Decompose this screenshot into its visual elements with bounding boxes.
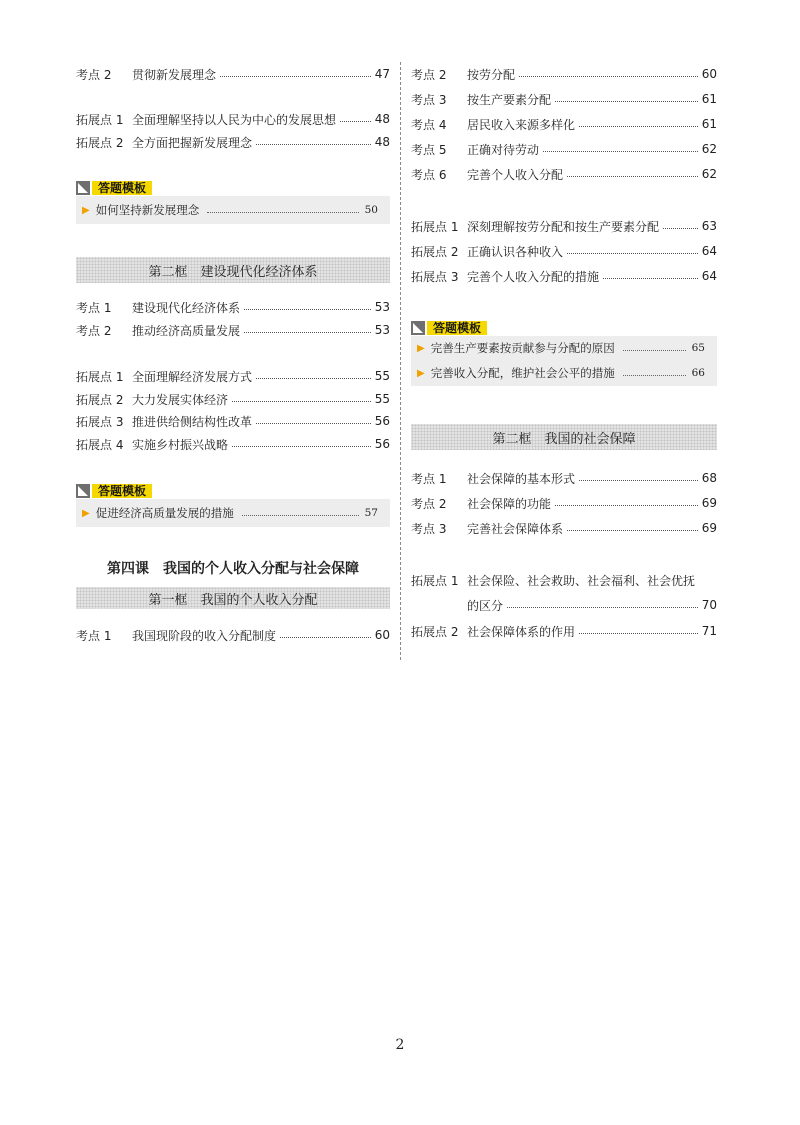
- dot-leader: [603, 278, 698, 279]
- template-page: 57: [364, 507, 378, 519]
- entry-title: 推进供给侧结构性改革: [132, 414, 253, 429]
- entry-page: 63: [701, 219, 717, 233]
- triangle-arrow-icon: ▶: [417, 367, 425, 379]
- template-corner-icon: [411, 321, 425, 335]
- triangle-arrow-icon: ▶: [417, 342, 425, 354]
- dot-leader: [280, 637, 371, 638]
- triangle-arrow-icon: ▶: [82, 204, 90, 216]
- entry-page: 48: [374, 135, 390, 149]
- toc-entry[interactable]: [411, 267, 717, 285]
- answer-template-box: [411, 336, 717, 386]
- toc-entry[interactable]: [411, 242, 717, 260]
- answer-template-label: 答题模板: [92, 484, 152, 498]
- toc-entry[interactable]: [411, 494, 717, 512]
- entry-tag: 考点 2: [411, 496, 447, 511]
- entry-page: 70: [701, 598, 717, 612]
- toc-entry[interactable]: [76, 65, 390, 83]
- dot-leader: [232, 446, 371, 447]
- entry-page: 69: [701, 496, 717, 510]
- entry-title: 社会保障体系的作用: [467, 624, 576, 639]
- entry-page: 47: [374, 67, 390, 81]
- entry-page: 62: [701, 142, 717, 156]
- dot-leader: [623, 350, 686, 351]
- toc-entry[interactable]: [411, 115, 717, 133]
- dot-leader: [567, 253, 698, 254]
- entry-title: 社会保障的基本形式: [467, 471, 576, 486]
- answer-template-label: 答题模板: [427, 321, 487, 335]
- entry-page: 69: [701, 521, 717, 535]
- toc-entry[interactable]: [76, 435, 390, 453]
- toc-entry-line2[interactable]: [411, 596, 717, 614]
- toc-entry[interactable]: [411, 622, 717, 640]
- template-entry[interactable]: [417, 363, 705, 383]
- page-number: 2: [395, 1037, 405, 1053]
- entry-page: 56: [374, 414, 390, 428]
- dot-leader: [232, 401, 371, 402]
- dot-leader: [256, 144, 371, 145]
- entry-page: 61: [701, 117, 717, 131]
- template-page: 66: [691, 367, 705, 379]
- entry-page: 61: [701, 92, 717, 106]
- template-entry[interactable]: [82, 200, 378, 220]
- lesson-title: 第四课 我国的个人收入分配与社会保障: [107, 561, 359, 577]
- entry-title: 完善个人收入分配: [467, 167, 564, 182]
- entry-tag: 考点 4: [411, 117, 447, 132]
- entry-title: 完善社会保障体系: [467, 521, 564, 536]
- toc-entry[interactable]: [76, 367, 390, 385]
- template-corner-icon: [76, 181, 90, 195]
- dot-leader: [567, 176, 698, 177]
- toc-entry[interactable]: [76, 412, 390, 430]
- entry-tag: 考点 2: [411, 67, 447, 82]
- entry-tag: 拓展点 1: [411, 573, 459, 588]
- entry-tag: 拓展点 2: [411, 244, 459, 259]
- entry-title: 居民收入来源多样化: [467, 117, 576, 132]
- toc-entry[interactable]: [76, 321, 390, 339]
- entry-page: 68: [701, 471, 717, 485]
- dot-leader: [256, 423, 371, 424]
- entry-title: 社会保险、社会救助、社会福利、社会优抚: [467, 573, 696, 588]
- template-entry[interactable]: [82, 503, 378, 523]
- dot-leader: [340, 121, 371, 122]
- template-title: 完善生产要素按贡献参与分配的原因: [430, 341, 615, 355]
- toc-entry[interactable]: [76, 390, 390, 408]
- dot-leader: [244, 332, 371, 333]
- toc-entry[interactable]: [76, 298, 390, 316]
- entry-tag: 考点 3: [411, 521, 447, 536]
- dot-leader: [663, 228, 698, 229]
- toc-entry[interactable]: [411, 90, 717, 108]
- entry-tag: 拓展点 2: [76, 392, 124, 407]
- entry-tag: 拓展点 3: [76, 414, 124, 429]
- entry-page: 60: [374, 628, 390, 642]
- entry-title: 正确对待劳动: [467, 142, 540, 157]
- entry-tag: 考点 5: [411, 142, 447, 157]
- section-bar: 第一框 我国的个人收入分配: [76, 587, 390, 609]
- entry-title: 正确认识各种收入: [467, 244, 564, 259]
- dot-leader: [579, 480, 698, 481]
- answer-template-box: [76, 196, 390, 224]
- dot-leader: [555, 505, 698, 506]
- toc-entry[interactable]: [411, 165, 717, 183]
- entry-page: 56: [374, 437, 390, 451]
- answer-template-header: [76, 483, 152, 499]
- entry-tag: 拓展点 1: [76, 369, 124, 384]
- entry-title: 全面理解经济发展方式: [132, 369, 253, 384]
- dot-leader: [220, 76, 371, 77]
- entry-tag: 拓展点 1: [411, 219, 459, 234]
- entry-tag: 考点 1: [76, 300, 112, 315]
- answer-template-label: 答题模板: [92, 181, 152, 195]
- answer-template-box: [76, 499, 390, 527]
- dot-leader: [567, 530, 698, 531]
- template-page: 50: [364, 204, 378, 216]
- dot-leader: [519, 76, 698, 77]
- template-corner-icon: [76, 484, 90, 498]
- entry-page: 55: [374, 392, 390, 406]
- dot-leader: [242, 515, 359, 516]
- triangle-arrow-icon: ▶: [82, 507, 90, 519]
- template-page: 65: [691, 342, 705, 354]
- entry-title: 完善个人收入分配的措施: [467, 269, 600, 284]
- toc-entry-line1[interactable]: [411, 571, 717, 589]
- entry-page: 53: [374, 300, 390, 314]
- toc-entry[interactable]: [76, 133, 390, 151]
- entry-title: 大力发展实体经济: [132, 392, 229, 407]
- entry-title: 推动经济高质量发展: [132, 323, 241, 338]
- entry-title: 深刻理解按劳分配和按生产要素分配: [467, 219, 660, 234]
- template-title: 完善收入分配，维护社会公平的措施: [430, 366, 615, 380]
- dot-leader: [244, 309, 371, 310]
- toc-entry[interactable]: [411, 469, 717, 487]
- entry-title: 按劳分配: [467, 67, 516, 82]
- entry-page: 64: [701, 244, 717, 258]
- entry-page: 60: [701, 67, 717, 81]
- entry-title: 建设现代化经济体系: [132, 300, 241, 315]
- entry-title: 我国现阶段的收入分配制度: [132, 628, 277, 643]
- template-title: 如何坚持新发展理念: [95, 203, 200, 217]
- dot-leader: [543, 151, 698, 152]
- answer-template-header: [76, 180, 152, 196]
- entry-title: 实施乡村振兴战略: [132, 437, 229, 452]
- dot-leader: [623, 375, 686, 376]
- entry-title: 贯彻新发展理念: [132, 67, 217, 82]
- dot-leader: [555, 101, 698, 102]
- toc-entry[interactable]: [411, 65, 717, 83]
- entry-title: 社会保障的功能: [467, 496, 552, 511]
- dot-leader: [579, 633, 698, 634]
- entry-tag: 考点 1: [411, 471, 447, 486]
- template-title: 促进经济高质量发展的措施: [95, 506, 234, 520]
- entry-page: 53: [374, 323, 390, 337]
- entry-title: 的区分: [467, 598, 504, 613]
- column-divider: [400, 62, 401, 660]
- dot-leader: [207, 212, 358, 213]
- entry-page: 71: [701, 624, 717, 638]
- toc-entry[interactable]: [76, 626, 390, 644]
- entry-tag: 考点 1: [76, 628, 112, 643]
- entry-page: 48: [374, 112, 390, 126]
- entry-title: 全面理解坚持以人民为中心的发展思想: [132, 112, 337, 127]
- entry-tag: 拓展点 1: [76, 112, 124, 127]
- answer-template-header: [411, 320, 487, 336]
- entry-tag: 拓展点 4: [76, 437, 124, 452]
- toc-entry[interactable]: [411, 217, 717, 235]
- entry-title: 全方面把握新发展理念: [132, 135, 253, 150]
- section-bar: 第二框 我国的社会保障: [411, 424, 717, 450]
- entry-tag: 考点 6: [411, 167, 447, 182]
- template-entry[interactable]: [417, 338, 705, 358]
- toc-entry[interactable]: [411, 519, 717, 537]
- entry-title: 按生产要素分配: [467, 92, 552, 107]
- entry-page: 64: [701, 269, 717, 283]
- entry-page: 62: [701, 167, 717, 181]
- entry-tag: 拓展点 2: [411, 624, 459, 639]
- entry-tag: 考点 2: [76, 67, 112, 82]
- dot-leader: [579, 126, 698, 127]
- entry-tag: 考点 2: [76, 323, 112, 338]
- toc-entry[interactable]: [411, 140, 717, 158]
- dot-leader: [507, 607, 698, 608]
- section-bar: 第二框 建设现代化经济体系: [76, 257, 390, 283]
- entry-tag: 拓展点 2: [76, 135, 124, 150]
- entry-tag: 考点 3: [411, 92, 447, 107]
- entry-page: 55: [374, 369, 390, 383]
- entry-tag: 拓展点 3: [411, 269, 459, 284]
- toc-entry[interactable]: [76, 110, 390, 128]
- dot-leader: [256, 378, 371, 379]
